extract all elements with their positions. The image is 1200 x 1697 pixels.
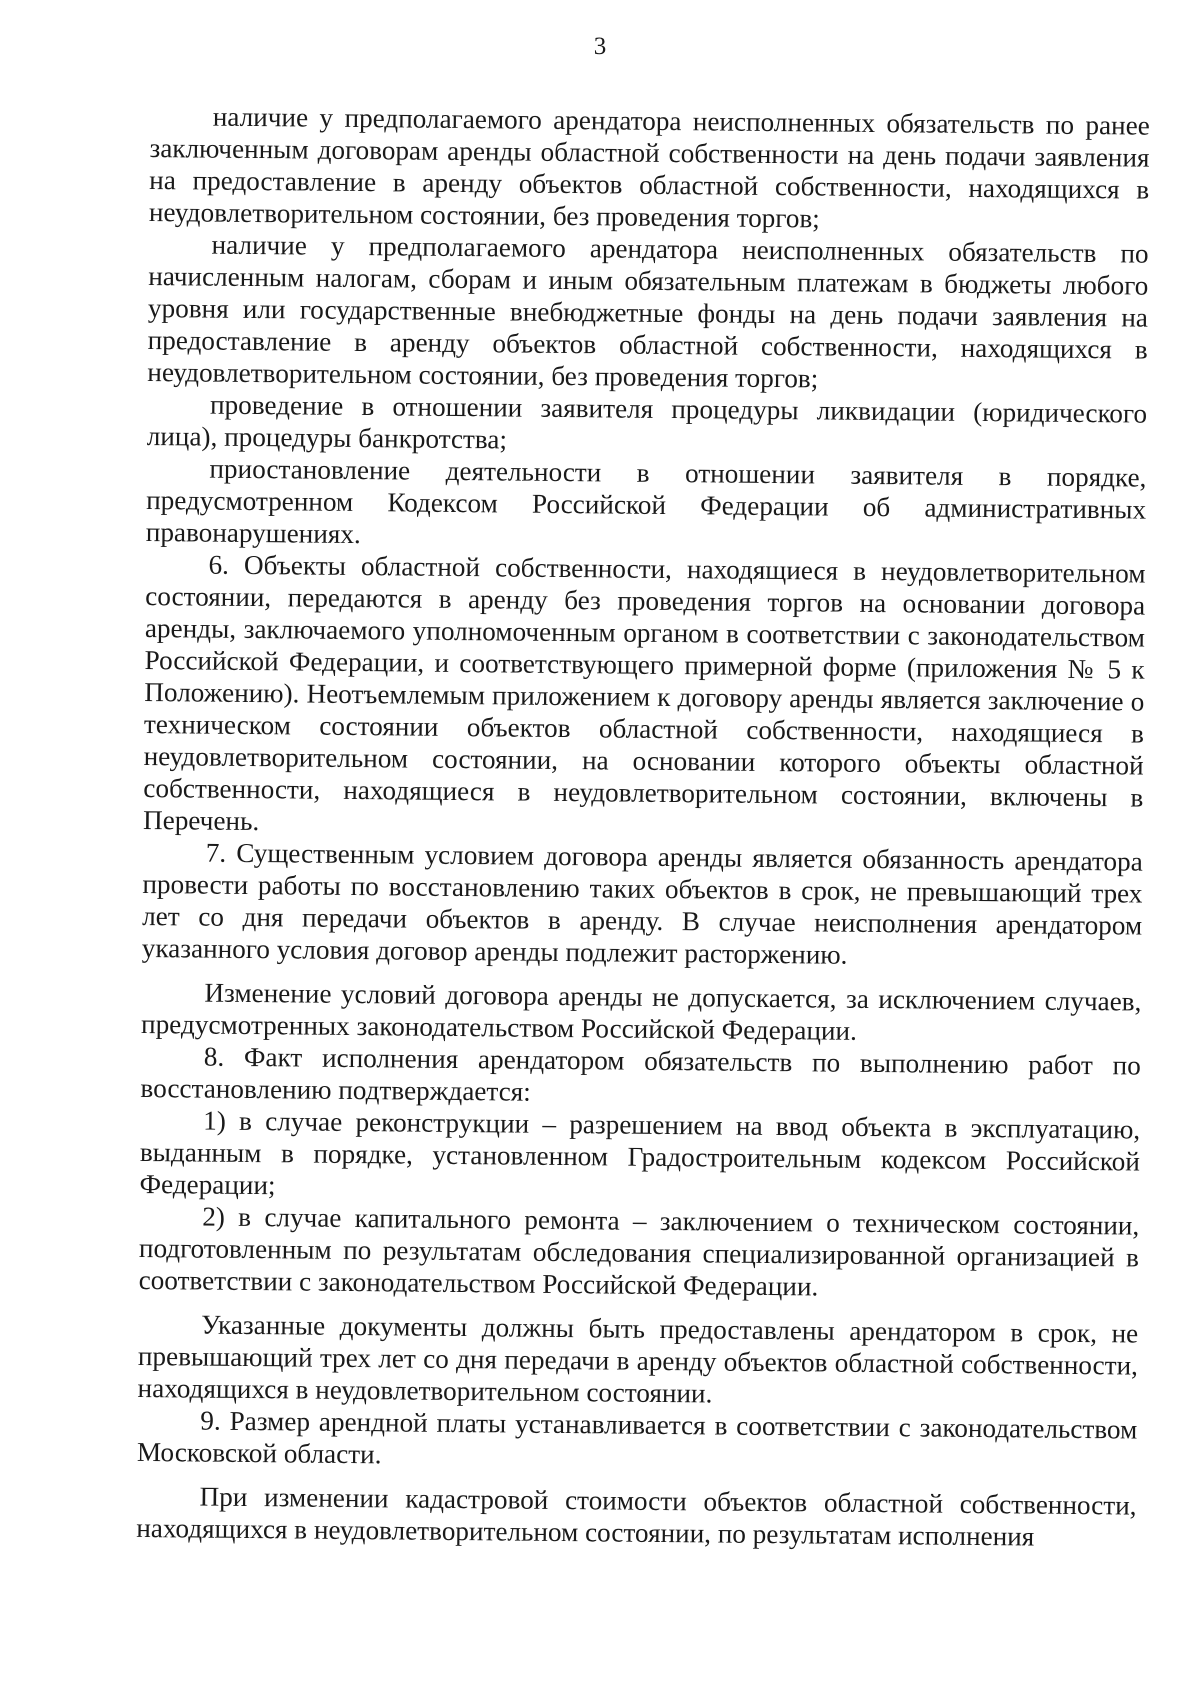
paragraph-cadastral-value-change: При изменении кадастровой стоимости объектов областной собственности, находящихся в неудовлетворительном состоянии, по результатам исполнения <box>136 1481 1137 1552</box>
paragraph-clause-8: 8. Факт исполнения арендатором обязательств по выполнению работ по восстановлению подтверждается: <box>140 1041 1141 1107</box>
document-body <box>136 100 1150 1554</box>
paragraph-clause-6: 6. Объекты областной собственности, находящиеся в неудовлетворительном состоянии, передаются в аренду без проведения торгов на основании договора аренды, заключаемого уполномоченным органом в соответствии с законодательством Российской Федерации, и соответствующего примерной форме (приложения № 5 к Положению). Неотъемлемым приложением к договору аренды является заключение о техническом состоянии объектов областной собственности, находящиеся в неудовлетворительном состоянии, на основании которого объекты областной собственности, находящиеся в неудовлетворительном состоянии, включены в Перечень. <box>142 549 1146 837</box>
paragraph-clause-9: 9. Размер арендной платы устанавливается в соответствии с законодательством Московской области. <box>136 1405 1138 1470</box>
paragraph-documents-deadline: Указанные документы должны быть предоставлены арендатором в срок, не превышающий трех лет со дня передачи в аренду объектов областной собственности, находящихся в неудовлетворительном состоянии. <box>137 1309 1139 1409</box>
paragraph-overdue-lease-obligations: наличие у предполагаемого арендатора неисполненных обязательств по ранее заключенным договорам аренды областной собственности на день подачи заявления на предоставление в аренду объектов областной собственности, находящихся в неудовлетворительном состоянии, без проведения торгов; <box>148 101 1150 234</box>
paragraph-item-1-reconstruction: 1) в случае реконструкции – разрешением на ввод объекта в эксплуатацию, выданным в порядке, установленном Градостроительным кодексом Российской Федерации; <box>139 1105 1141 1201</box>
paragraph-clause-7: 7. Существенным условием договора аренды является обязанность арендатора провести работы по восстановлению таких объектов в срок, не превышающий трех лет со дня передачи объектов в аренду. В случае неисполнения арендатором указанного условия договор аренды подлежит расторжению. <box>141 837 1143 970</box>
paragraph-liquidation-bankruptcy: проведение в отношении заявителя процедуры ликвидации (юридического лица), процедуры банкротства; <box>146 389 1148 455</box>
paragraph-overdue-tax-obligations: наличие у предполагаемого арендатора неисполненных обязательств по начисленным налогам, сборам и иным обязательным платежам в бюджеты любого уровня или государственные внебюджетные фонды на день подачи заявления на предоставление в аренду объектов областной собственности, находящихся в неудовлетворительном состоянии, без проведения торгов; <box>147 229 1149 394</box>
page-number: 3 <box>593 33 607 60</box>
paragraph-item-2-capital-repair: 2) в случае капитального ремонта – заключением о техническом состоянии, подготовленным по результатам обследования специализированной организацией в соответствии с законодательством Российской Федерации. <box>138 1201 1140 1302</box>
paragraph-activity-suspension: приостановление деятельности в отношении заявителя в порядке, предусмотренном Кодексом Российской Федерации об административных правонарушениях. <box>145 453 1147 550</box>
paragraph-contract-changes: Изменение условий договора аренды не допускается, за исключением случаев, предусмотренных законодательством Российской Федерации. <box>140 977 1142 1046</box>
